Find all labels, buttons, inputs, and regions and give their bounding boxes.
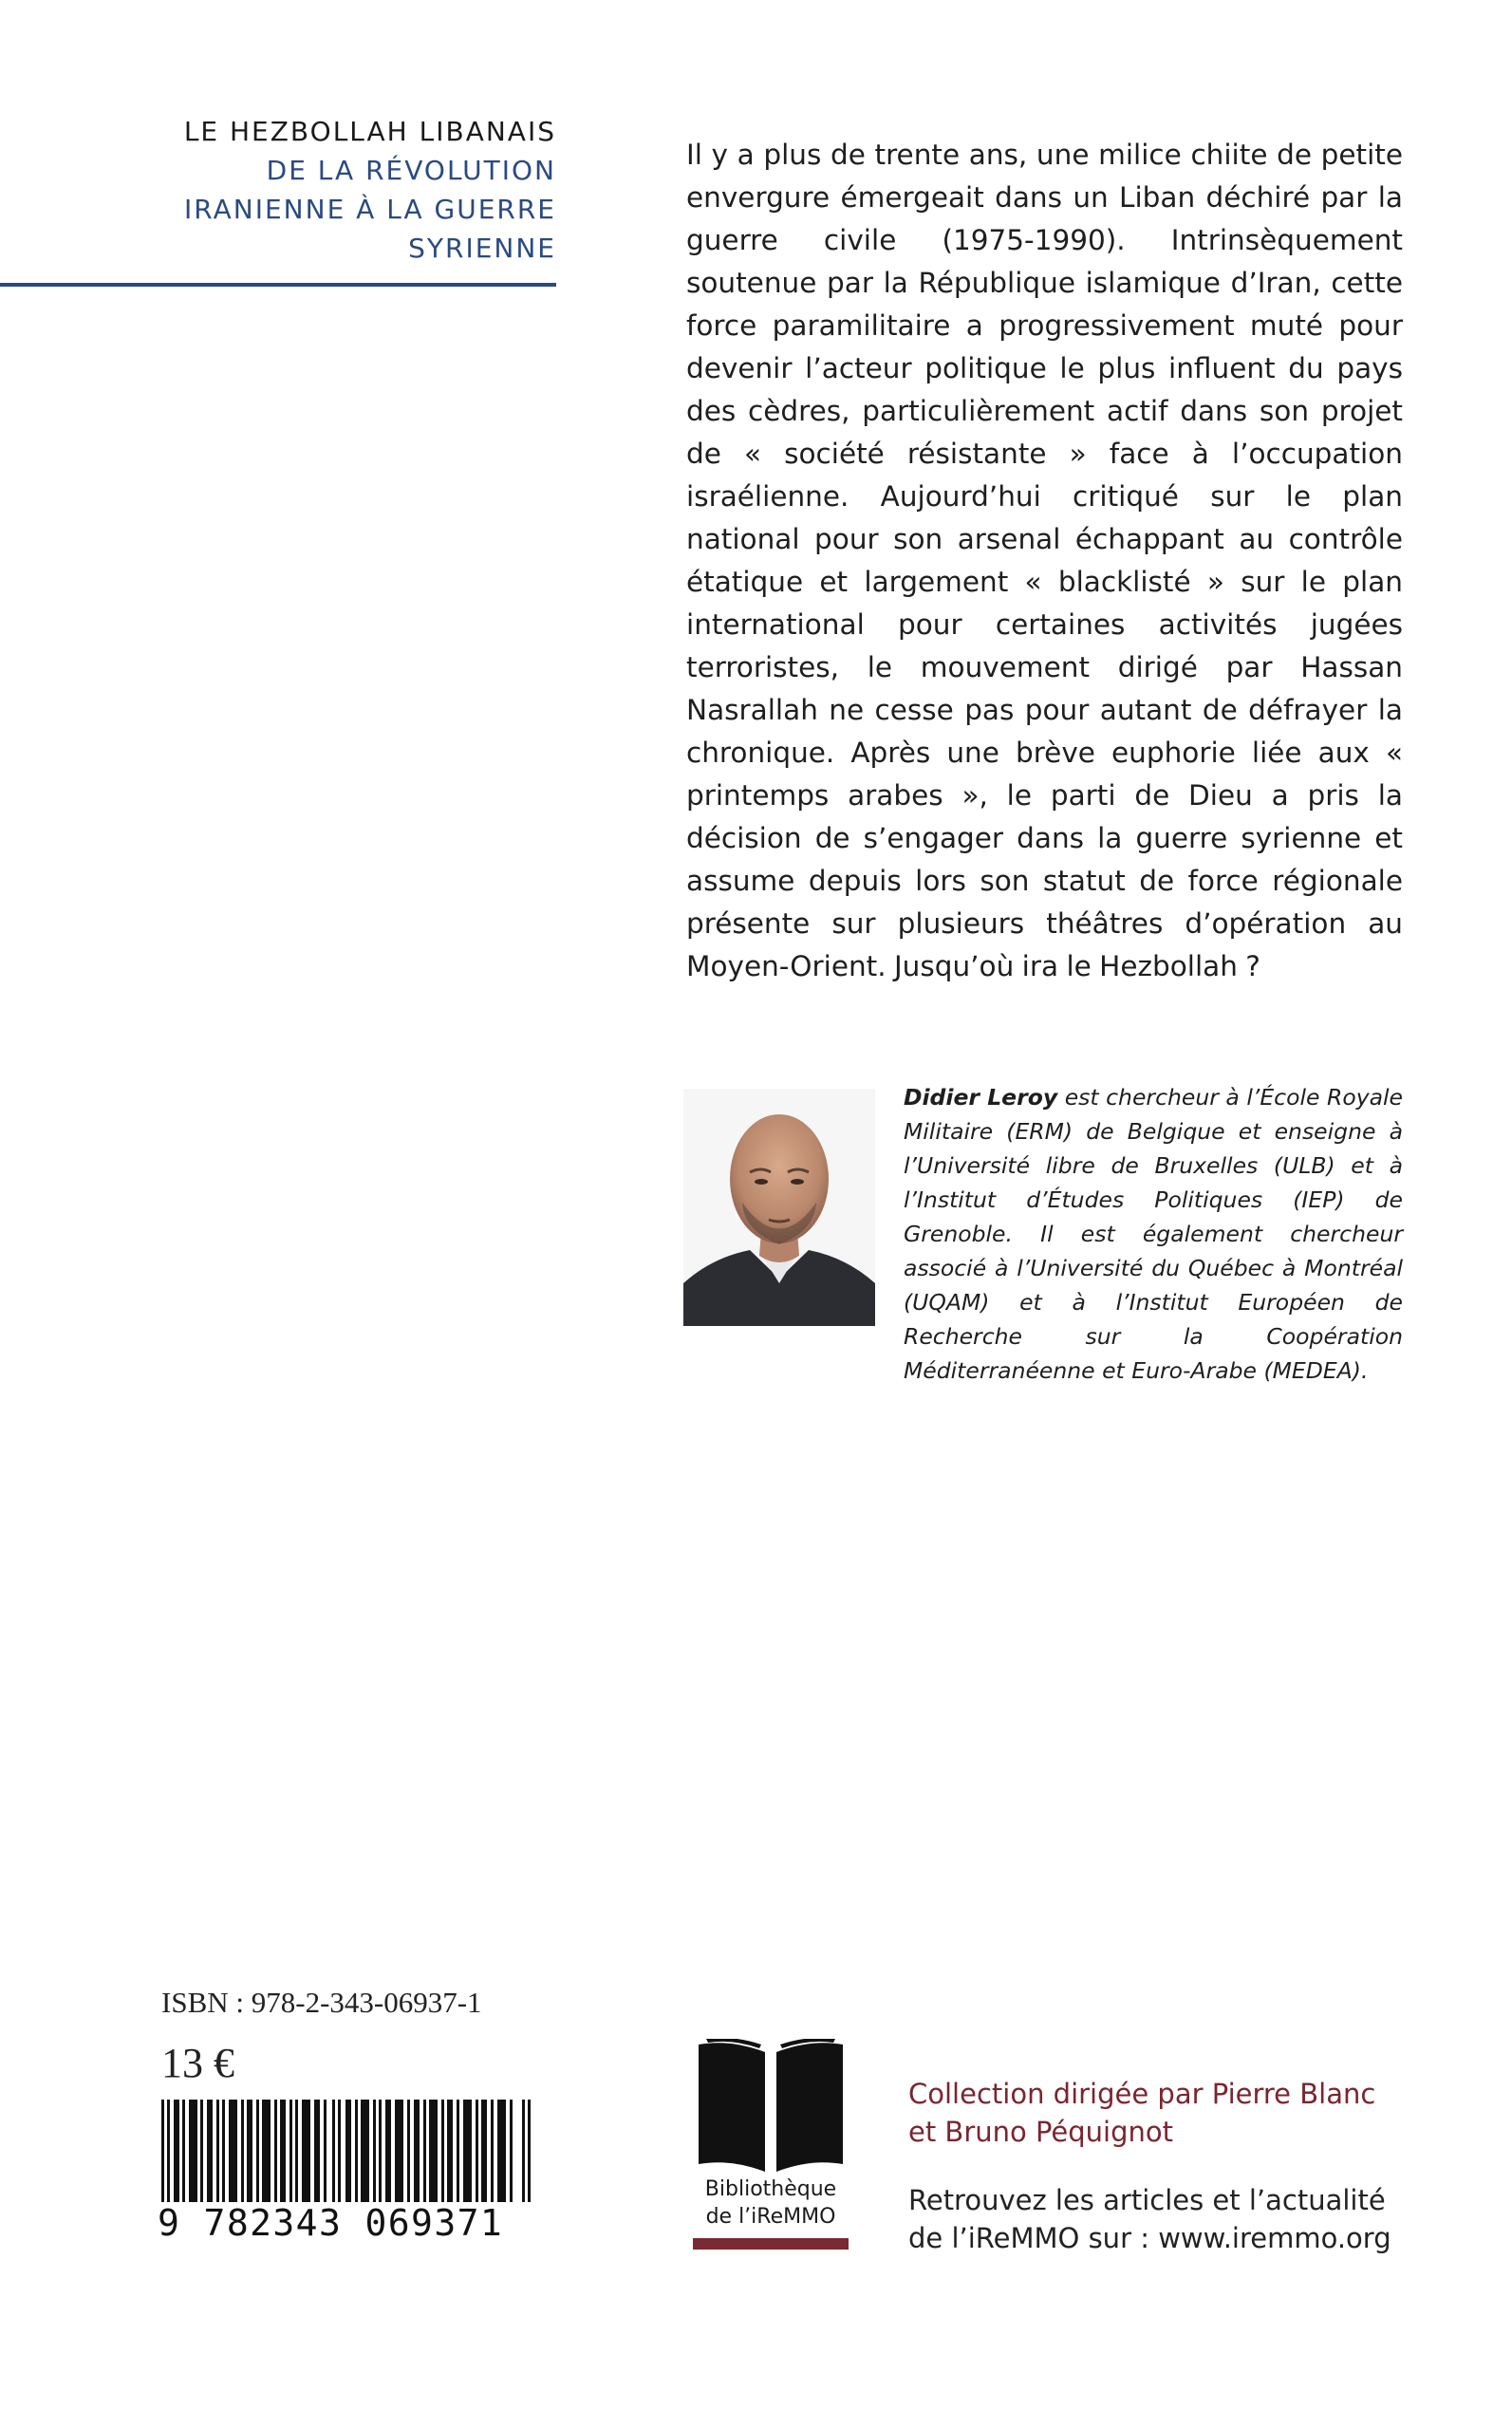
collection-credit [908, 2075, 1402, 2151]
title-line-2: DE LA RÉVOLUTION [266, 155, 556, 186]
title-line-4: SYRIENNE [408, 233, 556, 264]
title-line-3: IRANIENNE À LA GUERRE [184, 194, 556, 225]
website-line-1: Retrouvez les articles et l’actualité [908, 2184, 1386, 2216]
collection-line-2: et Bruno Péquignot [908, 2116, 1174, 2148]
title-line-1: LE HEZBOLLAH LIBANAIS [183, 116, 556, 147]
logo-line-2: de l’iReMMO [705, 2205, 836, 2229]
logo-underline [693, 2238, 849, 2250]
back-cover-blurb: Il y a plus de trente ans, une milice chiite de petite envergure émergeait dans un Liban déchiré par la guerre civile (1975-1990). Intrinsèquement soutenue par la République islamique d’Iran, cette force paramilitaire a progressivement muté pour devenir l’acteur politique le plus influent du pays des cèdres, particulièrement actif dans son projet de « société résistante » face à l’occupation israélienne. Aujourd’hui critiqué sur le plan national pour son arsenal échappant au contrôle étatique et largement « blacklisté » sur le plan international pour certaines activités jugées terroristes, le mouvement dirigé par Hassan Nasrallah ne cesse pas pour autant de défrayer la chronique. Après une brève euphorie liée aux « printemps arabes », le parti de Dieu a pris la décision de s’engager dans la guerre syrienne et assume depuis lors son statut de force régionale présente sur plusieurs théâtres d’opération au Moyen-Orient. Jusqu’où ira le Hezbollah ? [686, 139, 1403, 982]
author-name: Didier Leroy [904, 1084, 1058, 1111]
author-bio [904, 1080, 1403, 1388]
isbn: ISBN : 978-2-343-06937-1 [161, 1986, 482, 2019]
website-line-2: de l’iReMMO sur : www.iremmo.org [908, 2222, 1391, 2254]
title-divider [0, 283, 556, 287]
author-portrait [683, 1089, 875, 1326]
barcode-digits: 9 782343 069371 [158, 2202, 537, 2244]
logo-line-1: Bibliothèque [704, 2177, 837, 2201]
author-bio-text: est chercheur à l’École Royale Militaire (ERM) de Belgique et enseigne à l’Université libre de Bruxelles (ULB) et à l’Institut d’Études Politiques (IEP) de Grenoble. Il est également chercheur associé à l’Université du Québec à Montréal (UQAM) et à l’Institut Européen de Recherche sur la Coopération Méditerranéenne et Euro-Arabe (MEDEA). [904, 1084, 1403, 1384]
website-note [908, 2181, 1421, 2257]
book-title [0, 112, 556, 268]
collection-line-1: Collection dirigée par Pierre Blanc [908, 2078, 1376, 2110]
price: 13 € [161, 2040, 234, 2086]
publisher-logo-text [685, 2176, 856, 2231]
